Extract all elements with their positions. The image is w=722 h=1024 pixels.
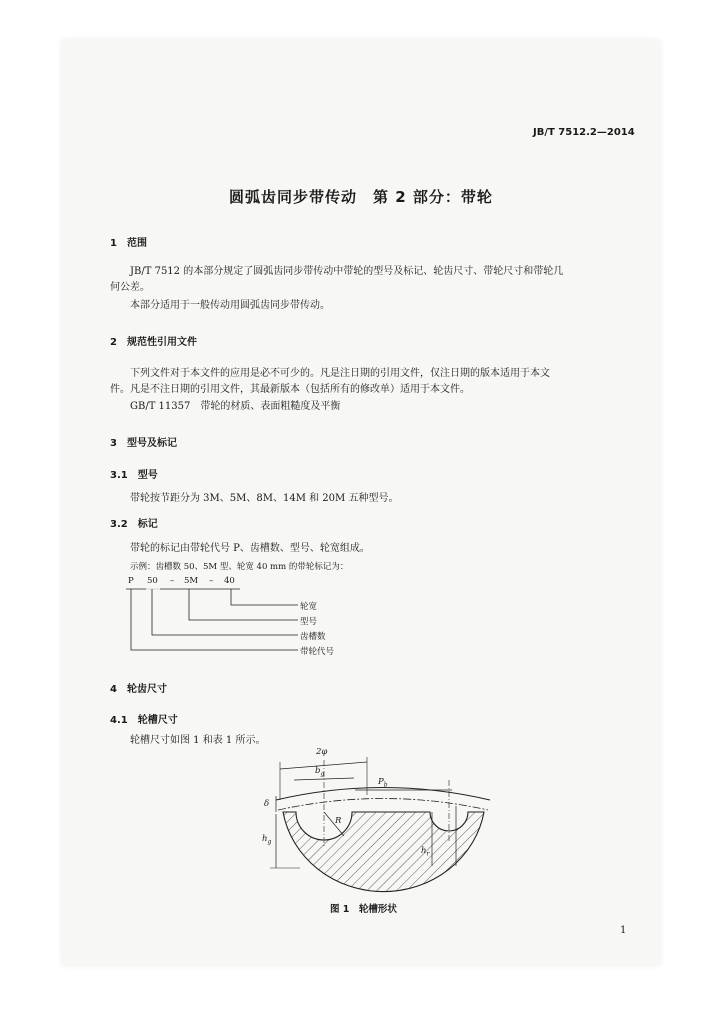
page-number: 1: [620, 925, 627, 936]
marking-code-p: P: [128, 576, 134, 586]
section-1-heading: 1 范围: [110, 238, 147, 249]
dim-2phi: 2φ: [316, 747, 328, 757]
section-2-para-1-line-2: 件。凡是不注日期的引用文件，其最新版本（包括所有的修改单）适用于本文件。: [110, 384, 470, 395]
pulley-body: [283, 812, 484, 892]
pitch-line: [278, 799, 488, 811]
dim-bg: $b_g$: [315, 766, 325, 778]
document-number: JB/T 7512.2—2014: [533, 127, 635, 138]
section-3-heading: 3 型号及标记: [110, 438, 177, 449]
dim-delta: δ: [264, 799, 270, 809]
section-4-1-heading: 4.1 轮槽尺寸: [110, 715, 178, 726]
section-1-para-1-line-1: JB/T 7512 的本部分规定了圆弧齿同步带传动中带轮的型号及标记、轮齿尺寸、带轮尺寸和带轮几: [130, 266, 564, 277]
dim-hr: $h_r$: [421, 846, 430, 858]
section-2-para-1-line-1: 下列文件对于本文件的应用是必不可少的。凡是注日期的引用文件，仅注日期的版本适用于本文: [130, 368, 550, 379]
figure-caption: 图 1 轮槽形状: [330, 904, 397, 915]
marking-code-type: 5M: [184, 576, 199, 586]
section-3-2-para: 带轮的标记由带轮代号 P、齿槽数、型号、轮宽组成。: [130, 543, 370, 554]
marking-example-text: 示例：齿槽数 50、5M 型、轮宽 40 mm 的带轮标记为：: [130, 562, 349, 572]
marking-code-teeth: 50: [147, 576, 158, 586]
document-title: 圆弧齿同步带传动 第 2 部分：带轮: [229, 188, 493, 206]
marking-dash-2: –: [209, 576, 214, 586]
normative-reference: GB/T 11357 带轮的材质、表面粗糙度及平衡: [130, 401, 341, 412]
dim-r: R: [335, 816, 342, 826]
marking-label-teeth: 齿槽数: [300, 632, 326, 642]
section-4-1-para: 轮槽尺寸如图 1 和表 1 所示。: [130, 735, 266, 746]
marking-label-type: 型号: [300, 617, 318, 627]
section-4-heading: 4 轮齿尺寸: [110, 684, 167, 695]
section-3-2-heading: 3.2 标记: [110, 519, 158, 530]
section-3-1-heading: 3.1 型号: [110, 470, 158, 481]
section-1-para-1-line-2: 何公差。: [110, 282, 150, 293]
dim-hg: $h_g$: [262, 834, 272, 846]
section-3-1-para: 带轮按节距分为 3M、5M、8M、14M 和 20M 五种型号。: [130, 493, 399, 504]
marking-label-width: 轮宽: [300, 602, 318, 612]
marking-dash-1: –: [170, 576, 175, 586]
marking-code-width: 40: [224, 576, 235, 586]
section-2-heading: 2 规范性引用文件: [110, 337, 197, 348]
section-1-para-2: 本部分适用于一般传动用圆弧齿同步带传动。: [130, 300, 330, 311]
dim-pb: $P_b$: [378, 777, 388, 789]
marking-label-code: 带轮代号: [300, 647, 335, 657]
